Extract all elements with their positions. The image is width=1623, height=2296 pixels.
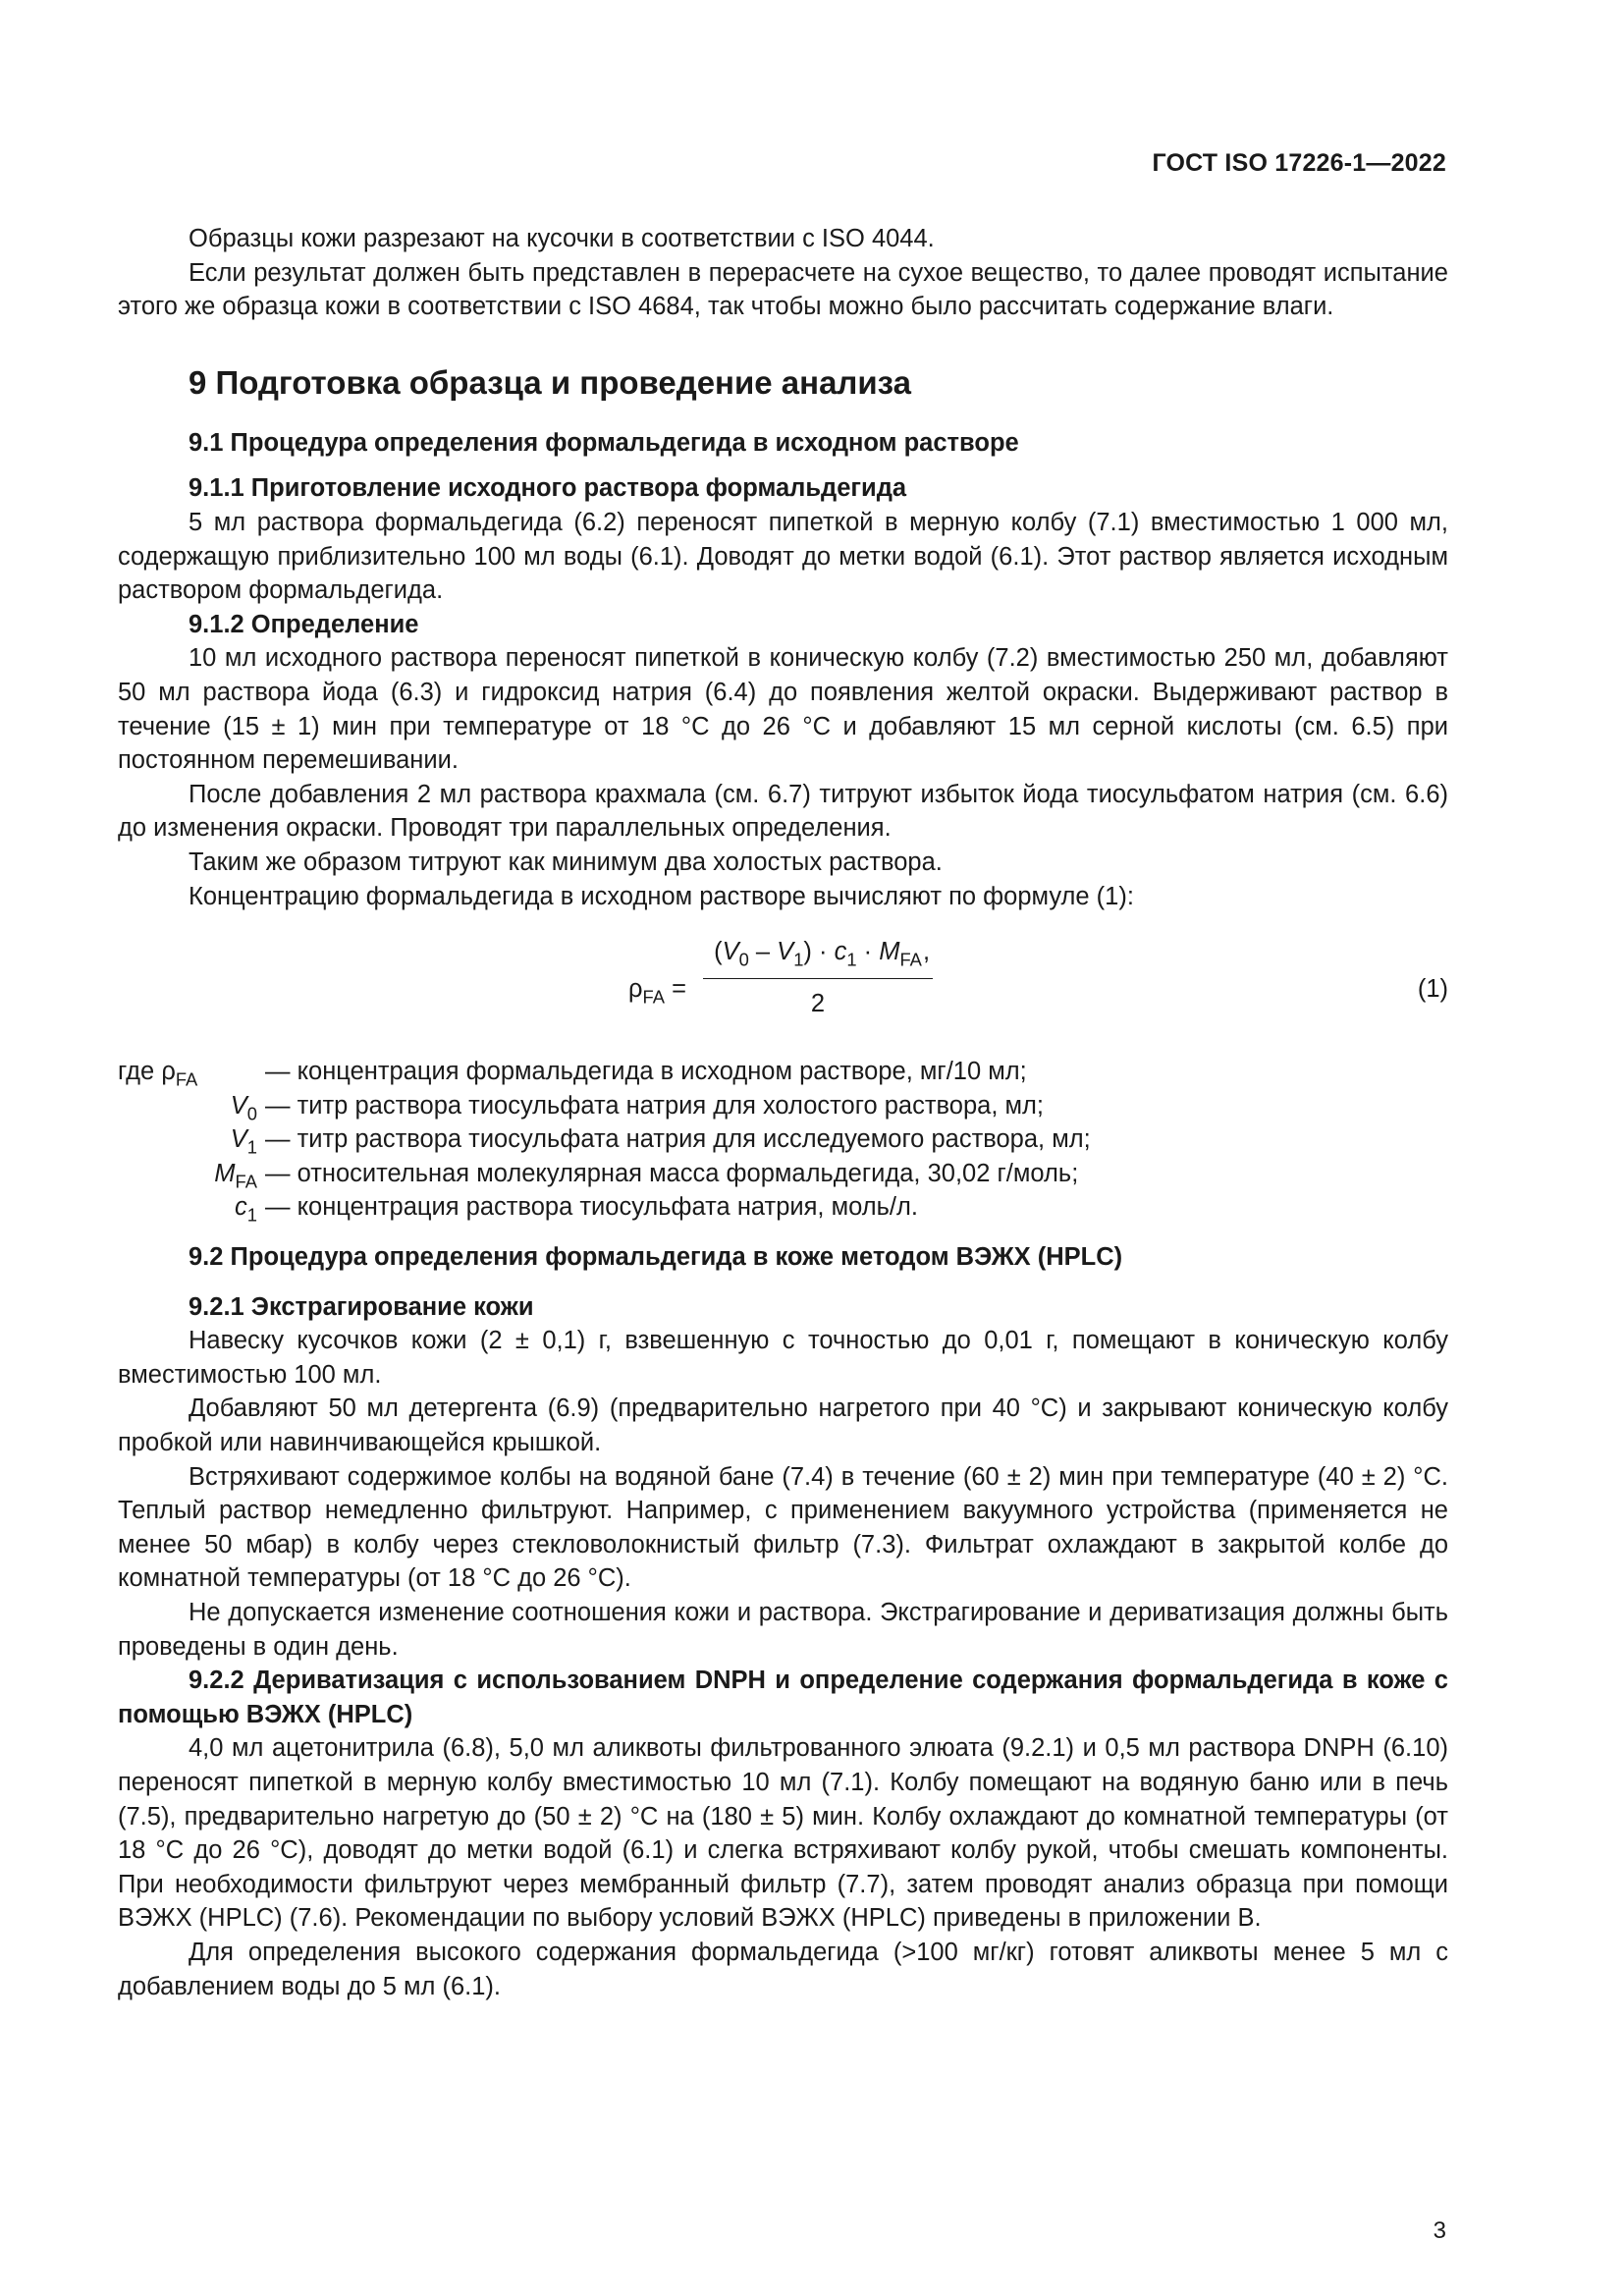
definition-row: $M_{FA}$ — относительная молекулярная масса формальдегида, 30,02 г/моль; [214,1159,1079,1192]
definition-row: где $\rho_{FA}$ — концентрация формальдегида в исходном растворе, мг/10 мл; [118,1058,1027,1090]
formula-denominator: 2 [810,990,826,1018]
paragraph: Встряхивают содержимое колбы на водяной бане (7.4) в течение (60 ± 2) мин при температуре (40 ± 2) °C. Теплый раствор немедленно фильтруют. Например, с применением вакуумного устройства (применяется не менее 50 мбар) в колбу через стекловолокнистый фильтр (7.3). Фильтрат охлаждают в закрытой колбе до комнатной температуры (от 18 °C до 26 °C). [118,1462,1448,1593]
section-heading-9-2-2: 9.2.2 Дериватизация с использованием DNPH и определение содержания формальдегида в коже с помощью ВЭЖХ (HPLC) [118,1667,1448,1728]
paragraph: Добавляют 50 мл детергента (6.9) (предварительно нагретого при 40 °C) и закрывают коническую колбу пробкой или навинчивающейся крышкой. [118,1394,1448,1457]
document-body [118,222,1448,2003]
paragraph: 5 мл раствора формальдегида (6.2) переносят пипеткой в мерную колбу (7.1) вместимостью 1 000 мл, содержащую приблизительно 100 мл воды (6.1). Доводят до метки водой (6.1). Этот раствор является исходным раствором формальдегида. [118,508,1448,605]
formula-fraction [703,935,933,1021]
page-number: 3 [1433,2217,1446,2244]
paragraph: Образцы кожи разрезают на кусочки в соответствии с ISO 4044. [189,225,935,252]
section-heading-9-2: 9.2 Процедура определения формальдегида в коже методом ВЭЖХ (HPLC) [189,1243,1123,1272]
section-heading-9-1: 9.1 Процедура определения формальдегида в исходном растворе [189,428,1019,457]
section-heading-9-2-1: 9.2.1 Экстрагирование кожи [189,1292,534,1321]
formula-number: (1) [1417,975,1448,1004]
paragraph: После добавления 2 мл раствора крахмала (см. 6.7) титруют избыток йода тиосульфатом натрия (см. 6.6) до изменения окраски. Проводят три параллельных определения. [118,780,1448,843]
paragraph: 4,0 мл ацетонитрила (6.8), 5,0 мл аликвоты фильтрованного элюата (9.2.1) и 0,5 мл раствора DNPH (6.10) переносят пипеткой в мерную колбу вместимостью 10 мл (7.1). Колбу помещают на водяную баню или в печь (7.5), предварительно нагретую до (50 ± 2) °C на (180 ± 5) мин. Колбу охлаждают до комнатной температуры (от 18 °C до 26 °C), доводят до метки водой (6.1) и слегка встряхивают колбу рукой, чтобы смешать компоненты. При необходимости фильтруют через мембранный фильтр (7.7), затем проводят анализ образца при помощи ВЭЖХ (HPLC) (7.6). Рекомендации по выбору условий ВЭЖХ (HPLC) приведены в приложении В. [118,1734,1448,1933]
paragraph: Таким же образом титруют как минимум два холостых раствора. [189,847,943,876]
definition-row: $c_1$ — концентрация раствора тиосульфата натрия, моль/л. [235,1193,918,1226]
variable-definitions [118,1055,1448,1225]
paragraph: 10 мл исходного раствора переносят пипеткой в коническую колбу (7.2) вместимостью 250 мл, добавляют 50 мл раствора йода (6.3) и гидроксид натрия (6.4) до появления желтой окраски. Выдерживают раствор в течение (15 ± 1) мин при температуре от 18 °C до 26 °C и добавляют 15 мл серной кислоты (см. 6.5) при постоянном перемешивании. [118,644,1448,775]
section-heading-9: 9 Подготовка образца и проведение анализа [189,363,911,401]
fraction-bar [703,978,933,979]
section-heading-9-1-1: 9.1.1 Приготовление исходного раствора формальдегида [189,474,907,503]
paragraph: Не допускается изменение соотношения кожи и раствора. Экстрагирование и дериватизация должны быть проведены в один день. [118,1599,1448,1661]
paragraph: Если результат должен быть представлен в перерасчете на сухое вещество, то далее проводят испытание этого же образца кожи в соответствии с ISO 4684, так чтобы можно было рассчитать содержание влаги. [118,258,1448,321]
document-id-header: ГОСТ ISO 17226-1—2022 [1152,149,1446,177]
formula-1 [118,935,1448,1029]
formula-lhs: $\rho_{FA}$ = [628,975,686,1008]
formula-numerator: $(V_0 - V_1) \cdot c_1 \cdot M_{FA}$ [714,938,922,970]
section-heading-9-1-2: 9.1.2 Определение [189,610,419,638]
paragraph: Концентрацию формальдегида в исходном растворе вычисляют по формуле (1): [189,882,1134,910]
definition-row: $V_1$ — титр раствора тиосульфата натрия для исследуемого раствора, мл; [230,1125,1091,1158]
paragraph: Для определения высокого содержания формальдегида (>100 мг/кг) готовят аликвоты менее 5 мл с добавлением воды до 5 мл (6.1). [118,1938,1448,2000]
paragraph: Навеску кусочков кожи (2 ± 0,1) г, взвешенную с точностью до 0,01 г, помещают в коническую колбу вместимостью 100 мл. [118,1327,1448,1389]
formula-comma: , [923,938,931,966]
definition-row: $V_0$ — титр раствора тиосульфата натрия для холостого раствора, мл; [230,1091,1044,1124]
